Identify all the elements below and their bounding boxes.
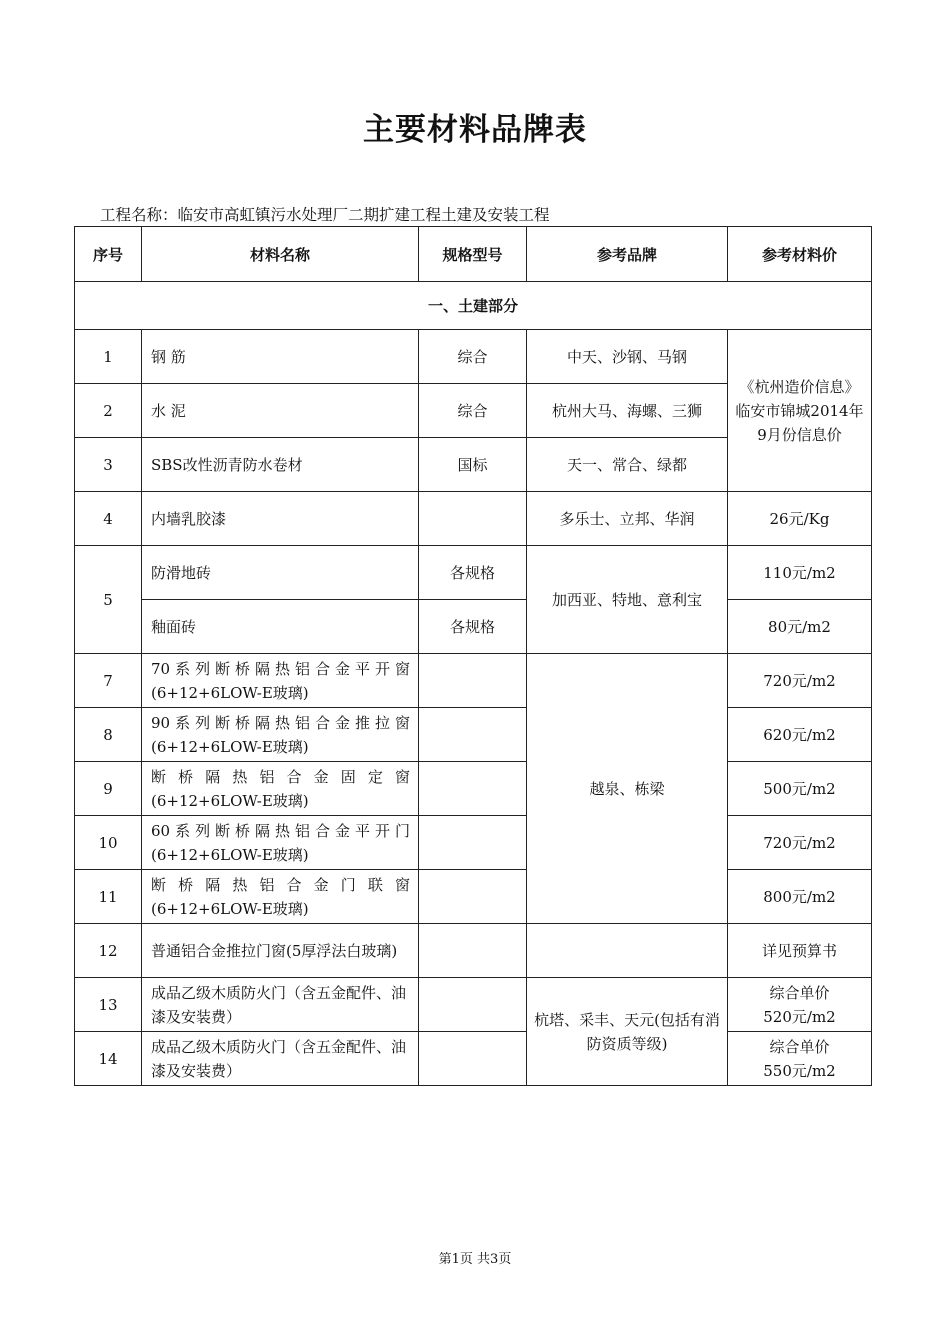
table-header-row (75, 227, 872, 282)
spec-cell (419, 978, 527, 1032)
material-name-cell: 60系列断桥隔热铝合金平开门(6+12+6LOW-E玻璃) (142, 816, 419, 870)
seq-cell: 9 (75, 762, 142, 816)
spec-cell: 国标 (419, 438, 527, 492)
table-row (75, 330, 872, 384)
table-row (75, 924, 872, 978)
material-name-cell: SBS改性沥青防水卷材 (142, 438, 419, 492)
price-value: 520元/m2 (763, 1007, 836, 1026)
material-name-cell: 钢 筋 (142, 330, 419, 384)
price-cell: 详见预算书 (728, 924, 872, 978)
material-name-cell: 普通铝合金推拉门窗(5厚浮法白玻璃) (142, 924, 419, 978)
seq-cell: 12 (75, 924, 142, 978)
material-name-cell: 断桥隔热铝合金门联窗(6+12+6LOW-E玻璃) (142, 870, 419, 924)
price-label: 综合单价 (769, 983, 830, 1002)
brand-cell: 越泉、栋梁 (527, 654, 728, 924)
page-title: 主要材料品牌表 (363, 112, 587, 148)
price-cell-info: 《杭州造价信息》临安市锦城2014年9月份信息价 (728, 330, 872, 492)
brand-cell: 中天、沙钢、马钢 (527, 330, 728, 384)
material-name-cell: 防滑地砖 (142, 546, 419, 600)
material-name-cell: 断桥隔热铝合金固定窗(6+12+6LOW-E玻璃) (142, 762, 419, 816)
table-row (75, 762, 872, 816)
seq-cell: 8 (75, 708, 142, 762)
price-cell: 80元/m2 (728, 600, 872, 654)
price-cell: 110元/m2 (728, 546, 872, 600)
project-name: 工程名称：临安市高虹镇污水处理厂二期扩建工程土建及安装工程 (100, 206, 550, 224)
brand-cell: 天一、常合、绿都 (527, 438, 728, 492)
material-name-cell: 水 泥 (142, 384, 419, 438)
price-cell: 500元/m2 (728, 762, 872, 816)
seq-cell: 7 (75, 654, 142, 708)
spec-cell (419, 762, 527, 816)
material-name-cell: 内墙乳胶漆 (142, 492, 419, 546)
table-row (75, 492, 872, 546)
seq-cell: 11 (75, 870, 142, 924)
price-cell: 620元/m2 (728, 708, 872, 762)
table-row (75, 600, 872, 654)
table-row (75, 654, 872, 708)
seq-cell: 13 (75, 978, 142, 1032)
seq-cell: 1 (75, 330, 142, 384)
page-footer: 第1页 共3页 (438, 1252, 512, 1267)
price-cell: 720元/m2 (728, 816, 872, 870)
table-row (75, 1032, 872, 1086)
header-seq: 序号 (75, 227, 142, 282)
price-label: 综合单价 (769, 1037, 830, 1056)
price-cell (728, 978, 872, 1032)
brand-cell: 多乐士、立邦、华润 (527, 492, 728, 546)
seq-cell: 2 (75, 384, 142, 438)
table-row (75, 978, 872, 1032)
seq-cell: 3 (75, 438, 142, 492)
spec-cell (419, 870, 527, 924)
spec-cell (419, 1032, 527, 1086)
brand-cell: 加西亚、特地、意利宝 (527, 546, 728, 654)
spec-cell: 综合 (419, 384, 527, 438)
spec-cell: 各规格 (419, 600, 527, 654)
material-name-cell: 釉面砖 (142, 600, 419, 654)
material-name-cell: 90系列断桥隔热铝合金推拉窗(6+12+6LOW-E玻璃) (142, 708, 419, 762)
table-row (75, 870, 872, 924)
seq-cell: 5 (75, 546, 142, 654)
table-row (75, 816, 872, 870)
seq-cell: 14 (75, 1032, 142, 1086)
section-row (75, 282, 872, 330)
spec-cell (419, 708, 527, 762)
spec-cell (419, 492, 527, 546)
table-row (75, 546, 872, 600)
spec-cell (419, 654, 527, 708)
brand-cell: 杭塔、采丰、天元(包括有消防资质等级) (527, 978, 728, 1086)
materials-table (74, 226, 872, 1086)
brand-cell (527, 924, 728, 978)
price-value: 550元/m2 (763, 1061, 836, 1080)
material-name-cell: 成品乙级木质防火门（含五金配件、油漆及安装费） (142, 1032, 419, 1086)
spec-cell: 各规格 (419, 546, 527, 600)
material-name-cell: 成品乙级木质防火门（含五金配件、油漆及安装费） (142, 978, 419, 1032)
seq-cell: 4 (75, 492, 142, 546)
header-price: 参考材料价 (728, 227, 872, 282)
header-spec: 规格型号 (419, 227, 527, 282)
price-cell: 800元/m2 (728, 870, 872, 924)
section-title: 一、土建部分 (75, 282, 872, 330)
price-cell: 26元/Kg (728, 492, 872, 546)
brand-cell: 杭州大马、海螺、三狮 (527, 384, 728, 438)
spec-cell (419, 924, 527, 978)
material-name-cell: 70系列断桥隔热铝合金平开窗(6+12+6LOW-E玻璃) (142, 654, 419, 708)
spec-cell (419, 816, 527, 870)
price-cell: 720元/m2 (728, 654, 872, 708)
price-cell (728, 1032, 872, 1086)
header-brand: 参考品牌 (527, 227, 728, 282)
header-name: 材料名称 (142, 227, 419, 282)
spec-cell: 综合 (419, 330, 527, 384)
table-row (75, 708, 872, 762)
seq-cell: 10 (75, 816, 142, 870)
